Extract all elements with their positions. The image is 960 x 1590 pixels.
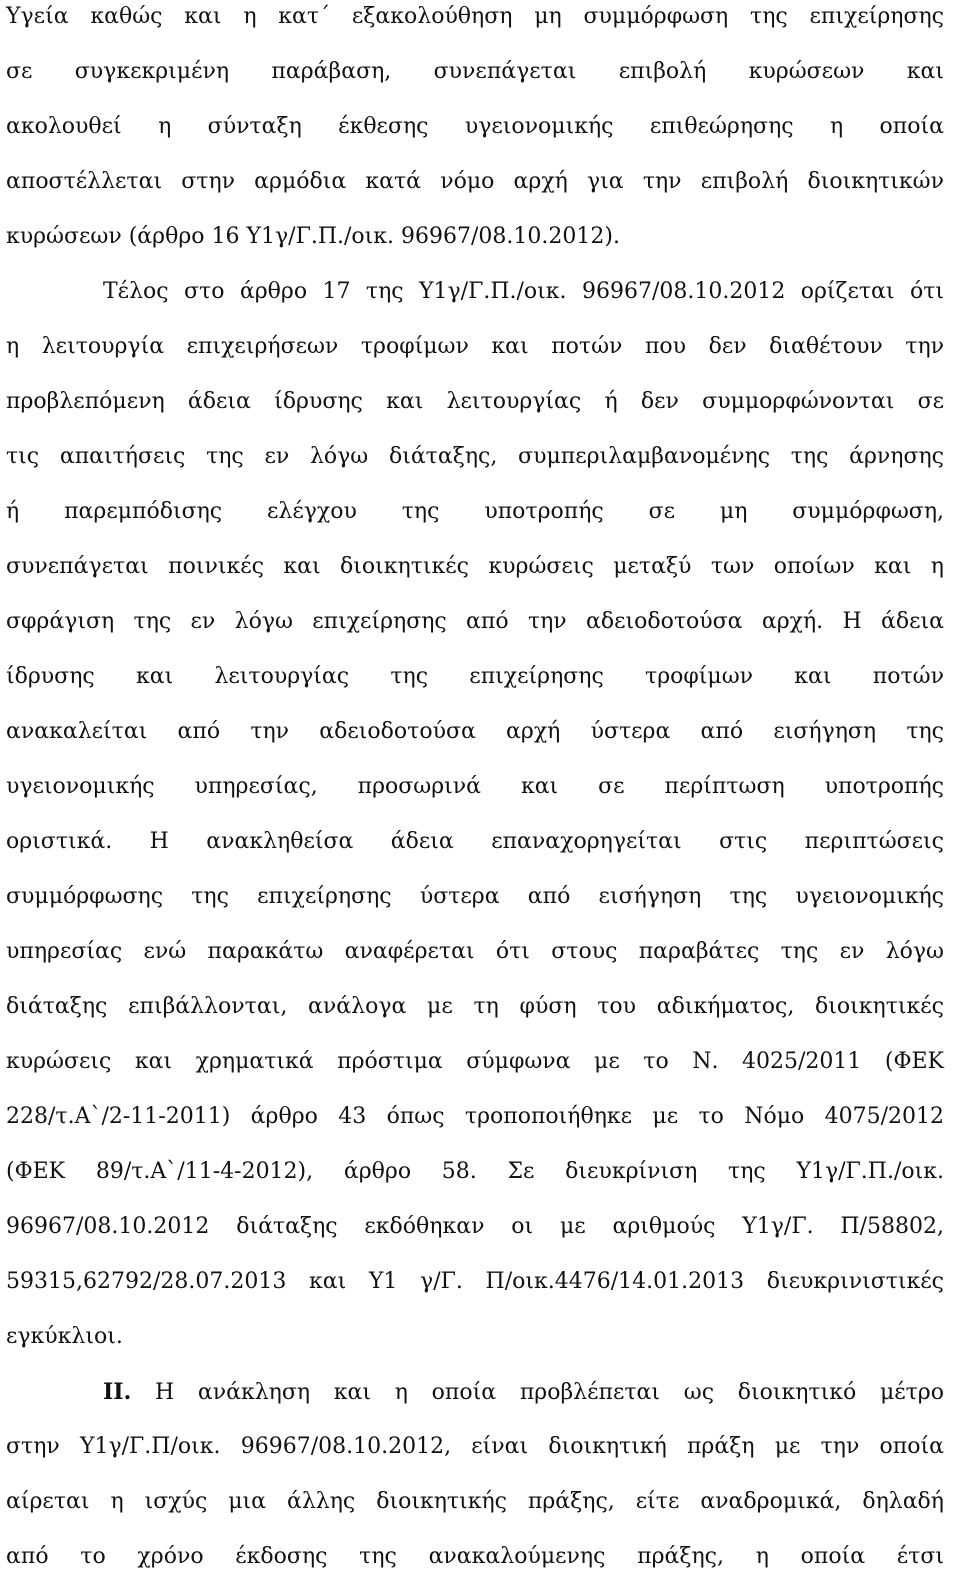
paragraph-line: υγειονομικής υπηρεσίας, προσωρινά και σε περίπτωση υποτροπής <box>6 774 944 799</box>
paragraph-line: ή παρεμπόδισης ελέγχου της υποτροπής σε μη συμμόρφωση, <box>6 499 944 524</box>
section-heading-line <box>103 1377 944 1407</box>
paragraph-line: αποστέλλεται στην αρμόδια κατά νόμο αρχή για την επιβολή διοικητικών <box>6 169 944 194</box>
paragraph-line: 59315,62792/28.07.2013 και Υ1 γ/Γ. Π/οικ.4476/14.01.2013 διευκρινιστικές <box>6 1269 944 1294</box>
section-line: στην Υ1γ/Γ.Π/οικ. 96967/08.10.2012, είναι διοικητική πράξη με την οποία <box>6 1434 944 1459</box>
paragraph-line: προβλεπόμενη άδεια ίδρυσης και λειτουργίας ή δεν συμμορφώνονται σε <box>6 389 944 414</box>
paragraph-line: Υγεία καθώς και η κατ΄ εξακολούθηση μη συμμόρφωση της επιχείρησης <box>6 4 944 29</box>
paragraph-line: 228/τ.Α`/2-11-2011) άρθρο 43 όπως τροποποιήθηκε με το Νόμο 4075/2012 <box>6 1104 944 1129</box>
paragraph-line: οριστικά. Η ανακληθείσα άδεια επαναχορηγείται στις περιπτώσεις <box>6 829 944 854</box>
paragraph-line: εγκύκλιοι. <box>6 1324 123 1349</box>
paragraph-line: διάταξης επιβάλλονται, ανάλογα με τη φύση του αδικήματος, διοικητικές <box>6 994 944 1019</box>
paragraph-line: συμμόρφωσης της επιχείρησης ύστερα από εισήγηση της υγειονομικής <box>6 884 944 909</box>
paragraph-line: ίδρυσης και λειτουργίας της επιχείρησης τροφίμων και ποτών <box>6 664 944 689</box>
paragraph-line: (ΦΕΚ 89/τ.Α`/11-4-2012), άρθρο 58. Σε διευκρίνιση της Υ1γ/Γ.Π./οικ. <box>6 1159 944 1184</box>
paragraph-line: ακολουθεί η σύνταξη έκθεσης υγειονομικής επιθεώρησης η οποία <box>6 114 944 139</box>
section-line: Η ανάκληση και η οποία προβλέπεται ως διοικητικό μέτρο <box>154 1380 944 1405</box>
paragraph-line: 96967/08.10.2012 διάταξης εκδόθηκαν οι με αριθμούς Υ1γ/Γ. Π/58802, <box>6 1214 944 1239</box>
paragraph-line: υπηρεσίας ενώ παρακάτω αναφέρεται ότι στους παραβάτες της εν λόγω <box>6 939 944 964</box>
section-line: αίρεται η ισχύς μια άλλης διοικητικής πράξης, είτε αναδρομικά, δηλαδή <box>6 1489 944 1514</box>
paragraph-line: ανακαλείται από την αδειοδοτούσα αρχή ύστερα από εισήγηση της <box>6 719 944 744</box>
paragraph-line: Τέλος στο άρθρο 17 της Υ1γ/Γ.Π./οικ. 96967/08.10.2012 ορίζεται ότι <box>103 279 944 304</box>
paragraph-line: συνεπάγεται ποινικές και διοικητικές κυρώσεις μεταξύ των οποίων και η <box>6 554 944 579</box>
paragraph-line: κυρώσεις και χρηματικά πρόστιμα σύμφωνα με το Ν. 4025/2011 (ΦΕΚ <box>6 1049 944 1074</box>
paragraph-line: η λειτουργία επιχειρήσεων τροφίμων και ποτών που δεν διαθέτουν την <box>6 334 944 359</box>
paragraph-line: σε συγκεκριμένη παράβαση, συνεπάγεται επιβολή κυρώσεων και <box>6 59 944 84</box>
paragraph-line: τις απαιτήσεις της εν λόγω διάταξης, συμπεριλαμβανομένης της άρνησης <box>6 444 944 469</box>
paragraph-line: σφράγιση της εν λόγω επιχείρησης από την αδειοδοτούσα αρχή. Η άδεια <box>6 609 944 634</box>
section-line: από το χρόνο έκδοσης της ανακαλούμενης πράξης, η οποία έτσι <box>6 1544 944 1569</box>
paragraph-line: κυρώσεων (άρθρο 16 Υ1γ/Γ.Π./οικ. 96967/08.10.2012). <box>6 224 620 249</box>
section-number: II. <box>103 1379 132 1405</box>
